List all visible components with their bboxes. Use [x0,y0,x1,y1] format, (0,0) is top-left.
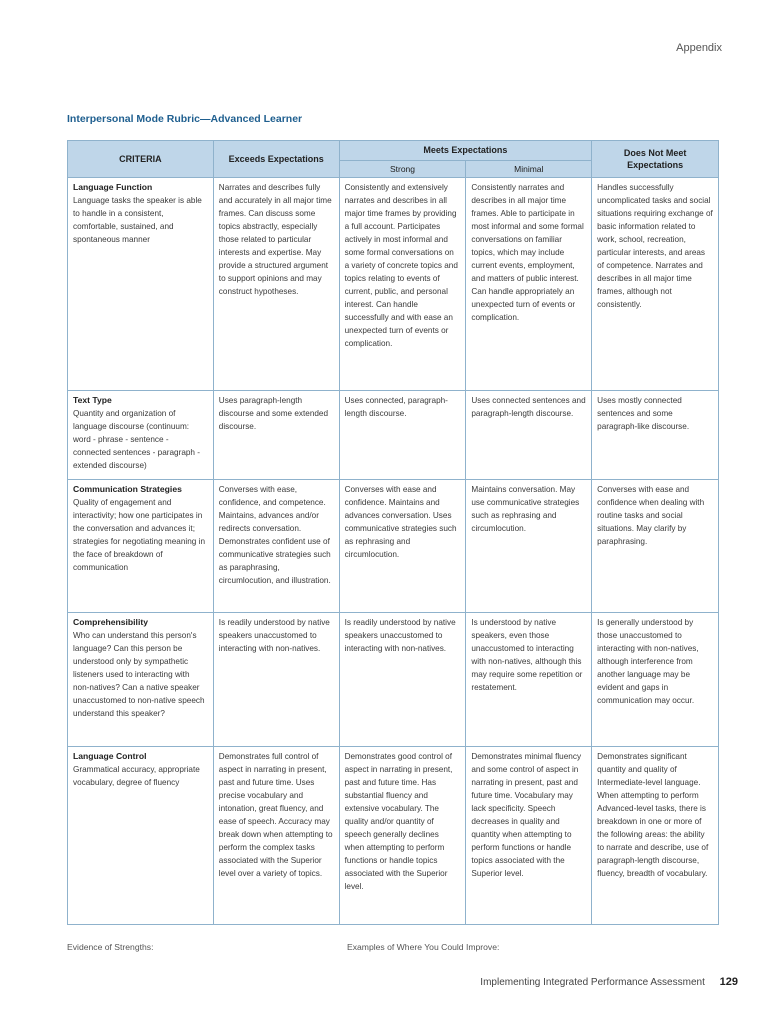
not-meet-cell: Converses with ease and confidence when dealing with routine tasks and social situations. May clarify by paraphrasing. [592,480,719,613]
criteria-title: Communication Strategies [73,484,182,494]
criteria-description: Who can understand this person's language? Can this person be understood only by sympathetic listeners used to interacting with non-natives? Can a native speaker unaccustomed to non-native speech understand this speaker? [73,631,205,718]
book-title: Implementing Integrated Performance Assessment [480,977,705,988]
header-meets: Meets Expectations [339,141,592,161]
table-row [68,480,719,613]
strong-cell: Is readily understood by native speakers unaccustomed to interacting with non-natives. [339,613,466,747]
exceeds-cell: Is readily understood by native speakers unaccustomed to interacting with non-natives. [213,613,339,747]
strong-cell: Demonstrates good control of aspect in narrating in present, past and future time. Has substantial fluency and extensive vocabulary. The quality and/or quantity of speech generally declines when attempting to perform functions or handle topics associated with the Superior level. [339,747,466,925]
minimal-cell: Demonstrates minimal fluency and some control of aspect in narrating in present, past and future time. Vocabulary may lack specificity. Speech decreases in quality and quantity when attempting to perform functions or handle topics associated with the Superior level. [466,747,592,925]
criteria-title: Language Control [73,751,147,761]
areas-to-improve-label: Examples of Where You Could Improve: [347,942,500,952]
criteria-cell [68,178,214,391]
header-not-meet: Does Not Meet Expectations [592,141,719,178]
rubric-table [67,140,719,925]
criteria-description: Quantity and organization of language discourse (continuum: word - phrase - sentence - connected sentences - paragraph - extended discourse) [73,409,200,470]
page-number: 129 [719,976,738,988]
evidence-of-strengths-label: Evidence of Strengths: [67,942,154,952]
table-row [68,747,719,925]
not-meet-cell: Demonstrates significant quantity and quality of Intermediate-level language. When attempting to perform Advanced-level tasks, there is breakdown in one or more of the following areas: the ability to narrate and describe, use of paragraph-length discourse, fluency, breadth of vocabulary. [592,747,719,925]
criteria-cell [68,613,214,747]
minimal-cell: Maintains conversation. May use communicative strategies such as rephrasing and circumlocution. [466,480,592,613]
criteria-cell [68,480,214,613]
header-exceeds: Exceeds Expectations [213,141,339,178]
table-row [68,391,719,480]
criteria-description: Quality of engagement and interactivity; how one participates in the conversation and advances it; strategies for negotiating meaning in the face of breakdown of communication [73,498,205,572]
minimal-cell: Consistently narrates and describes in all major time frames. Able to participate in most informal and some formal conversations on familiar topics, which may include current events, employment, and matters of public interest. Can handle appropriately an unexpected turn of events or complication. [466,178,592,391]
exceeds-cell: Narrates and describes fully and accurately in all major time frames. Can discuss some topics abstractly, especially those related to particular interests and expertise. May provide a structured argument to support opinions and may construct hypotheses. [213,178,339,391]
header-criteria: CRITERIA [68,141,214,178]
strong-cell: Consistently and extensively narrates and describes in all major time frames by providing a full account. Participates actively in most informal and some formal conversations on a variety of concrete topics and topics relating to events of current, public, and personal interest. Can handle successfully and with ease an unexpected turn of events or complication. [339,178,466,391]
criteria-description: Grammatical accuracy, appropriate vocabulary, degree of fluency [73,765,200,787]
exceeds-cell: Converses with ease, confidence, and competence. Maintains, advances and/or redirects conversation. Demonstrates confident use of communicative strategies such as paraphrasing, circumlocution, and illustration. [213,480,339,613]
not-meet-cell: Handles successfully uncomplicated tasks and social situations requiring exchange of basic information related to work, school, recreation, particular interests, and areas of competence. Narrates and describes in all major time frames, although not consistently. [592,178,719,391]
criteria-description: Language tasks the speaker is able to handle in a consistent, comfortable, sustained, and spontaneous manner [73,196,202,244]
minimal-cell: Uses connected sentences and paragraph-length discourse. [466,391,592,480]
minimal-cell: Is understood by native speakers, even those unaccustomed to interacting with non-natives, although this may require some repetition or restatement. [466,613,592,747]
table-row [68,613,719,747]
strong-cell: Uses connected, paragraph-length discourse. [339,391,466,480]
not-meet-cell: Is generally understood by those unaccustomed to interacting with non-natives, although interference from another language may be evident and gaps in communication may occur. [592,613,719,747]
section-header: Appendix [676,42,722,54]
header-minimal: Minimal [466,161,592,178]
not-meet-cell: Uses mostly connected sentences and some paragraph-like discourse. [592,391,719,480]
criteria-cell [68,391,214,480]
criteria-title: Text Type [73,395,112,405]
strong-cell: Converses with ease and confidence. Maintains and advances conversation. Uses communicative strategies such as rephrasing and circumlocution. [339,480,466,613]
criteria-cell [68,747,214,925]
rubric-title: Interpersonal Mode Rubric—Advanced Learner [67,113,303,125]
criteria-title: Language Function [73,182,153,192]
exceeds-cell: Uses paragraph-length discourse and some extended discourse. [213,391,339,480]
table-row [68,178,719,391]
criteria-title: Comprehensibility [73,617,148,627]
page-footer [480,976,738,988]
exceeds-cell: Demonstrates full control of aspect in narrating in present, past and future time. Uses precise vocabulary and intonation, great fluency, and ease of speech. Accuracy may break down when attempting to perform the complex tasks associated with the Superior level over a variety of topics. [213,747,339,925]
header-strong: Strong [339,161,466,178]
